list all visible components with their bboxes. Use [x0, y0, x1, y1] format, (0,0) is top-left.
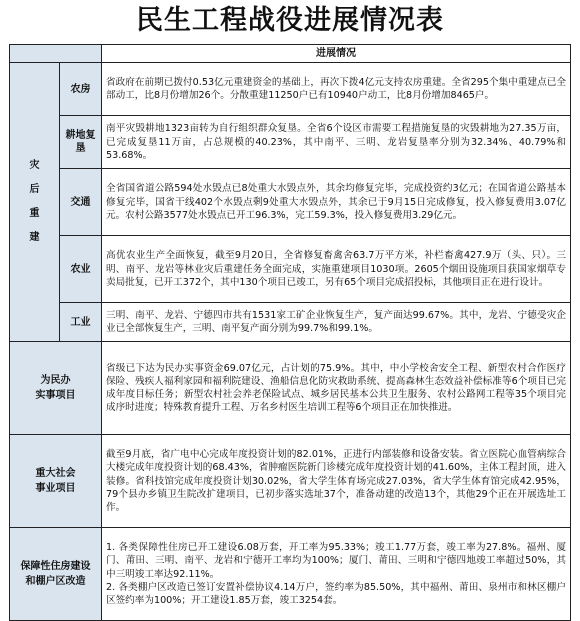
category-public-projects — [10, 342, 102, 435]
progress-text: 全省国省道公路594处水毁点已8处重大水毁点外，其余均修复完毕，完成投资约3亿元；在国省道公路基本修复完毕，国省干线402个水毁点剩9处重大水毁点外，其余已于9月15日完成修复，投入修复费用3.07亿元。农村公路3577处水毁点已开工96.3%，完工59.3%，投入修复费用3.29亿元。 — [102, 169, 571, 236]
progress-text: 南平灾毁耕地1323亩转为自行组织群众复垦。全省6个设区市需要工程措施复垦的灾毁耕地为27.35万亩，已完成复垦11万亩，占总规模的40.23%，其中南平、三明、龙岩复垦率分别为32.34%、40.79%和53.68%。 — [102, 116, 571, 169]
subcategory-label: 工业 — [60, 303, 102, 342]
table-row-farm-housing — [10, 63, 571, 116]
table-row-agriculture — [10, 236, 571, 303]
table-row-housing — [10, 528, 571, 621]
category-social-projects — [10, 435, 102, 528]
category-label-line: 实事项目 — [35, 390, 76, 402]
subcategory-label: 农房 — [60, 63, 102, 116]
table-row-social-projects — [10, 435, 571, 528]
table-row-industry — [10, 303, 571, 342]
progress-text: 省级已下达为民办实事资金69.07亿元，占计划的75.9%。其中，中小学校舍安全工程、新型农村合作医疗保险、残疾人福利家园和福利院建设、渔船信息化防灾救助系统、提高森林生态效益补偿标准等6个项目已完成年度目标任务；新型农村社会养老保险试点、城乡居民基本公共卫生服务、农村公路网工程等35个项目完成序时进度；特殊教育提升工程、万名乡村医生培训工程等6个项目正在加快推进。 — [102, 342, 571, 435]
category-label: 灾后重建 — [29, 160, 40, 244]
category-disaster-reconstruction — [10, 63, 60, 342]
category-label-line: 和棚户区改造 — [25, 576, 86, 588]
subcategory-label: 交通 — [60, 169, 102, 236]
subcategory-label: 耕地复垦 — [60, 116, 102, 169]
category-label-line: 保障性住房建设 — [20, 561, 91, 573]
category-label-line: 事业项目 — [35, 483, 76, 495]
table-row-public-projects — [10, 342, 571, 435]
progress-table — [9, 44, 571, 621]
progress-text: 截至9月底，省广电中心完成年度投资计划的82.01%，正进行内部装修和设备安装。省立医院心血管病综合大楼完成年度投资计划的68.43%，省肿瘤医院新门诊楼完成年度投资计划的41.60%，主体工程封顶，进入装修。省科技馆完成年度投资计划30.02%，省大学生体育场完成27.03%，省大学生体育馆完成42.95%，79个县办乡镇卫生院改扩建项目，已初步落实选址37个，准备动建的改造13个，其他29个正在开展选址工作。 — [102, 435, 571, 528]
progress-text: 1. 各类保障性住房已开工建设6.08万套，开工率为95.33%；竣工1.77万套，竣工率为27.8%。福州、厦门、莆田、三明、南平、龙岩和宁德开工率均为100%；厦门、莆田、三明和宁德四地竣工率超过50%，其中三明竣工率达92.11%。 2. 各类棚户区改造已签订安置补偿协议4.14万户，签约率为85.50%，其中福州、莆田、泉州市和林区棚户区签约率为100%；开工建设1.85万套，竣工3254套。 — [102, 528, 571, 621]
progress-text: 省政府在前期已拨付0.53亿元重建资金的基础上，再次下拨4亿元支持农房重建。全省295个集中重建点已全部动工，比8月份增加26个。分散重建11250户已有10940户动工，比8月份增加8465户。 — [102, 63, 571, 116]
progress-text: 三明、南平、龙岩、宁德四市共有1531家工矿企业恢复生产，复产面达99.67%。其中，龙岩、宁德受灾企业已全部恢复生产，三明、南平复产面分别为99.7%和99.1%。 — [102, 303, 571, 342]
category-label-line: 为民办 — [40, 375, 71, 387]
progress-text: 高优农业生产全面恢复，截至9月20日，全省修复畜禽舍63.7万平方米，补栏畜禽427.9万（头、只）。三明、南平、龙岩等林业灾后重建任务全面完成，实施重建项目1030项。2605个烟田设施项目获国家烟草专卖局批复，已开工372个，其中130个项目已竣工，另有65个项目完成招投标，其他项目正在进行设计。 — [102, 236, 571, 303]
page-title: 民生工程战役进展情况表 — [136, 5, 444, 36]
header-corner-cell — [10, 45, 102, 63]
table-row-farmland — [10, 116, 571, 169]
category-label-line: 重大社会 — [35, 468, 76, 480]
table-row-transport — [10, 169, 571, 236]
category-affordable-housing — [10, 528, 102, 621]
subcategory-label: 农业 — [60, 236, 102, 303]
progress-column-header: 进展情况 — [102, 45, 571, 63]
header-row — [10, 45, 571, 63]
